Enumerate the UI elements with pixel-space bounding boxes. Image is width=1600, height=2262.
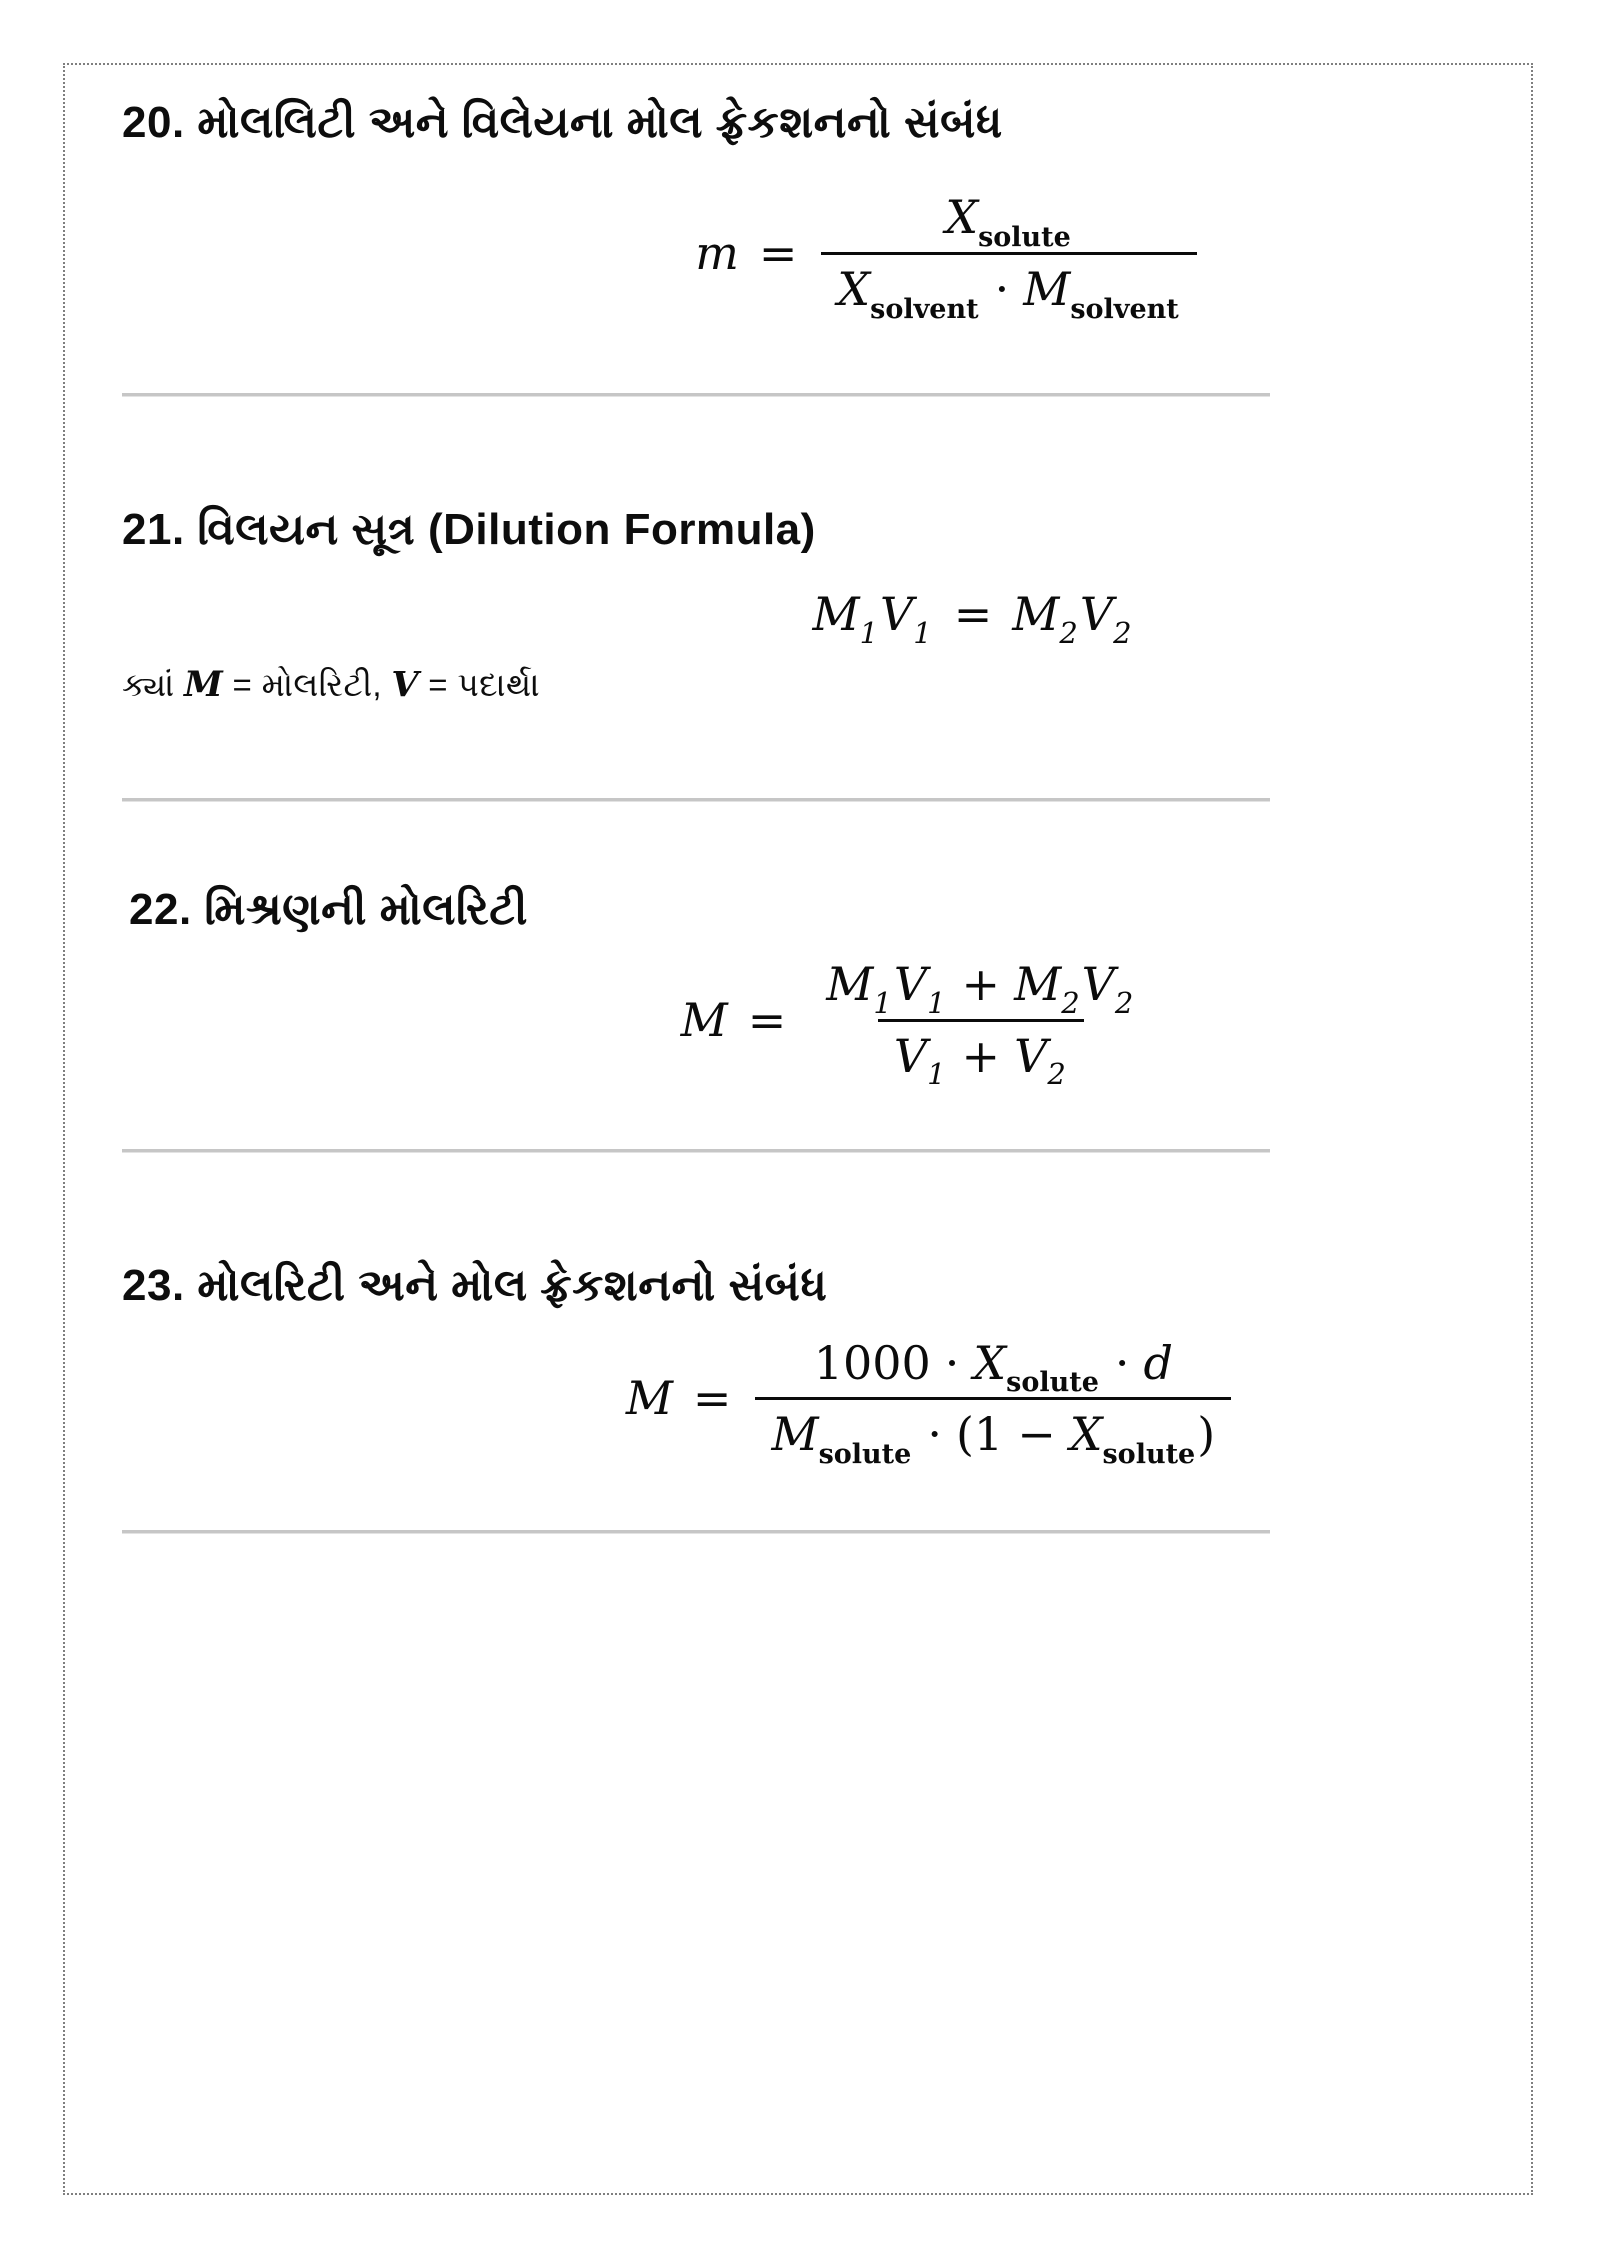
fraction xyxy=(821,190,1196,325)
equals-sign: = xyxy=(747,992,787,1047)
note-text: = મોલરિટી, xyxy=(223,665,392,703)
molarity-mole-fraction-formula xyxy=(65,1335,1531,1471)
fraction-denominator xyxy=(821,252,1196,325)
math-subscript: solvent xyxy=(1070,293,1179,325)
math-subscript: solvent xyxy=(870,293,979,325)
math-var: M xyxy=(771,1407,819,1462)
math-subscript: solute xyxy=(818,1439,912,1471)
math-var: M xyxy=(1023,261,1071,316)
cdot-operator: · xyxy=(927,1407,942,1462)
math-var: V xyxy=(1079,586,1114,641)
math-subscript: 1 xyxy=(873,985,892,1020)
section-22-heading: 22. મિશ્રણની મોલરિટી xyxy=(129,884,528,934)
note-text: ક્યાં xyxy=(122,665,185,703)
equals-sign: = xyxy=(953,586,993,641)
math-var: X xyxy=(973,1335,1007,1390)
section-divider xyxy=(122,1149,1270,1153)
math-subscript: 1 xyxy=(913,615,932,650)
math-lhs: M xyxy=(625,1371,673,1426)
math-lhs: M xyxy=(680,992,728,1047)
math-expression xyxy=(625,1335,1235,1471)
math-var: M xyxy=(812,586,860,641)
plus-operator: + xyxy=(961,1028,1001,1083)
note-text: = પદાર્થ। xyxy=(418,665,541,703)
fraction-numerator xyxy=(798,1335,1189,1399)
fraction-numerator xyxy=(929,192,1089,252)
math-var: M xyxy=(184,663,224,705)
math-var: X xyxy=(837,261,871,316)
math-var: d xyxy=(1143,1335,1173,1390)
math-number: 1 xyxy=(973,1407,1004,1462)
section-23-heading: 23. મોલરિટી અને મોલ ફ્રેકશનનો સંબંધ xyxy=(122,1261,828,1311)
math-var: V xyxy=(880,586,914,641)
math-var: M xyxy=(1012,586,1060,641)
math-var: V xyxy=(1014,1028,1048,1083)
math-var: X xyxy=(945,190,979,245)
fraction-denominator xyxy=(755,1397,1231,1471)
equals-sign: = xyxy=(692,1371,732,1426)
section-divider xyxy=(122,1530,1270,1534)
math-var: V xyxy=(1081,956,1115,1011)
math-subscript: solute xyxy=(978,222,1071,254)
math-subscript: 1 xyxy=(927,1057,946,1092)
fraction-denominator xyxy=(878,1019,1084,1092)
math-subscript: 2 xyxy=(1061,985,1080,1020)
math-var: V xyxy=(391,663,419,705)
mixture-molarity-formula xyxy=(65,956,1531,1092)
math-subscript: 2 xyxy=(1059,615,1078,650)
formula-note xyxy=(122,664,1531,705)
dilution-formula xyxy=(65,586,1531,650)
math-subscript: 2 xyxy=(1114,985,1134,1020)
minus-operator: − xyxy=(1017,1407,1056,1462)
fraction-numerator xyxy=(810,956,1151,1020)
math-var: V xyxy=(893,1028,928,1083)
fraction xyxy=(810,956,1151,1092)
cdot-operator: · xyxy=(994,261,1010,316)
fraction xyxy=(755,1335,1231,1471)
molality-mole-fraction-formula xyxy=(65,190,1531,325)
right-paren: ) xyxy=(1197,1407,1216,1462)
section-20-heading: 20. મોલલિટી અને વિલેયના મોલ ફ્રેકશનનો સંબંધ xyxy=(122,98,1003,147)
cdot-operator: · xyxy=(944,1335,960,1390)
math-subscript: 2 xyxy=(1113,615,1132,650)
section-divider xyxy=(122,393,1270,397)
equals-sign: = xyxy=(758,226,798,281)
math-subscript: solute xyxy=(1006,1367,1099,1399)
cdot-operator: · xyxy=(1114,1335,1130,1390)
math-expression xyxy=(695,190,1201,325)
math-subscript: 1 xyxy=(859,615,879,650)
math-var: V xyxy=(893,956,928,1011)
left-paren: ( xyxy=(955,1407,974,1462)
math-var: M xyxy=(1014,956,1062,1011)
document-page xyxy=(63,63,1533,2195)
math-subscript: 2 xyxy=(1047,1057,1066,1092)
math-expression xyxy=(680,956,1156,1092)
math-expression xyxy=(812,586,1133,650)
math-var: X xyxy=(1069,1407,1103,1462)
math-var: M xyxy=(826,956,874,1011)
plus-operator: + xyxy=(961,956,1001,1011)
math-subscript: solute xyxy=(1102,1439,1196,1471)
math-number: 1000 xyxy=(813,1335,931,1390)
math-lhs: m xyxy=(695,226,739,281)
section-divider xyxy=(122,798,1270,802)
section-21-heading: 21. વિલયન સૂત્ર (Dilution Formula) xyxy=(122,504,816,554)
math-subscript: 1 xyxy=(927,985,946,1020)
